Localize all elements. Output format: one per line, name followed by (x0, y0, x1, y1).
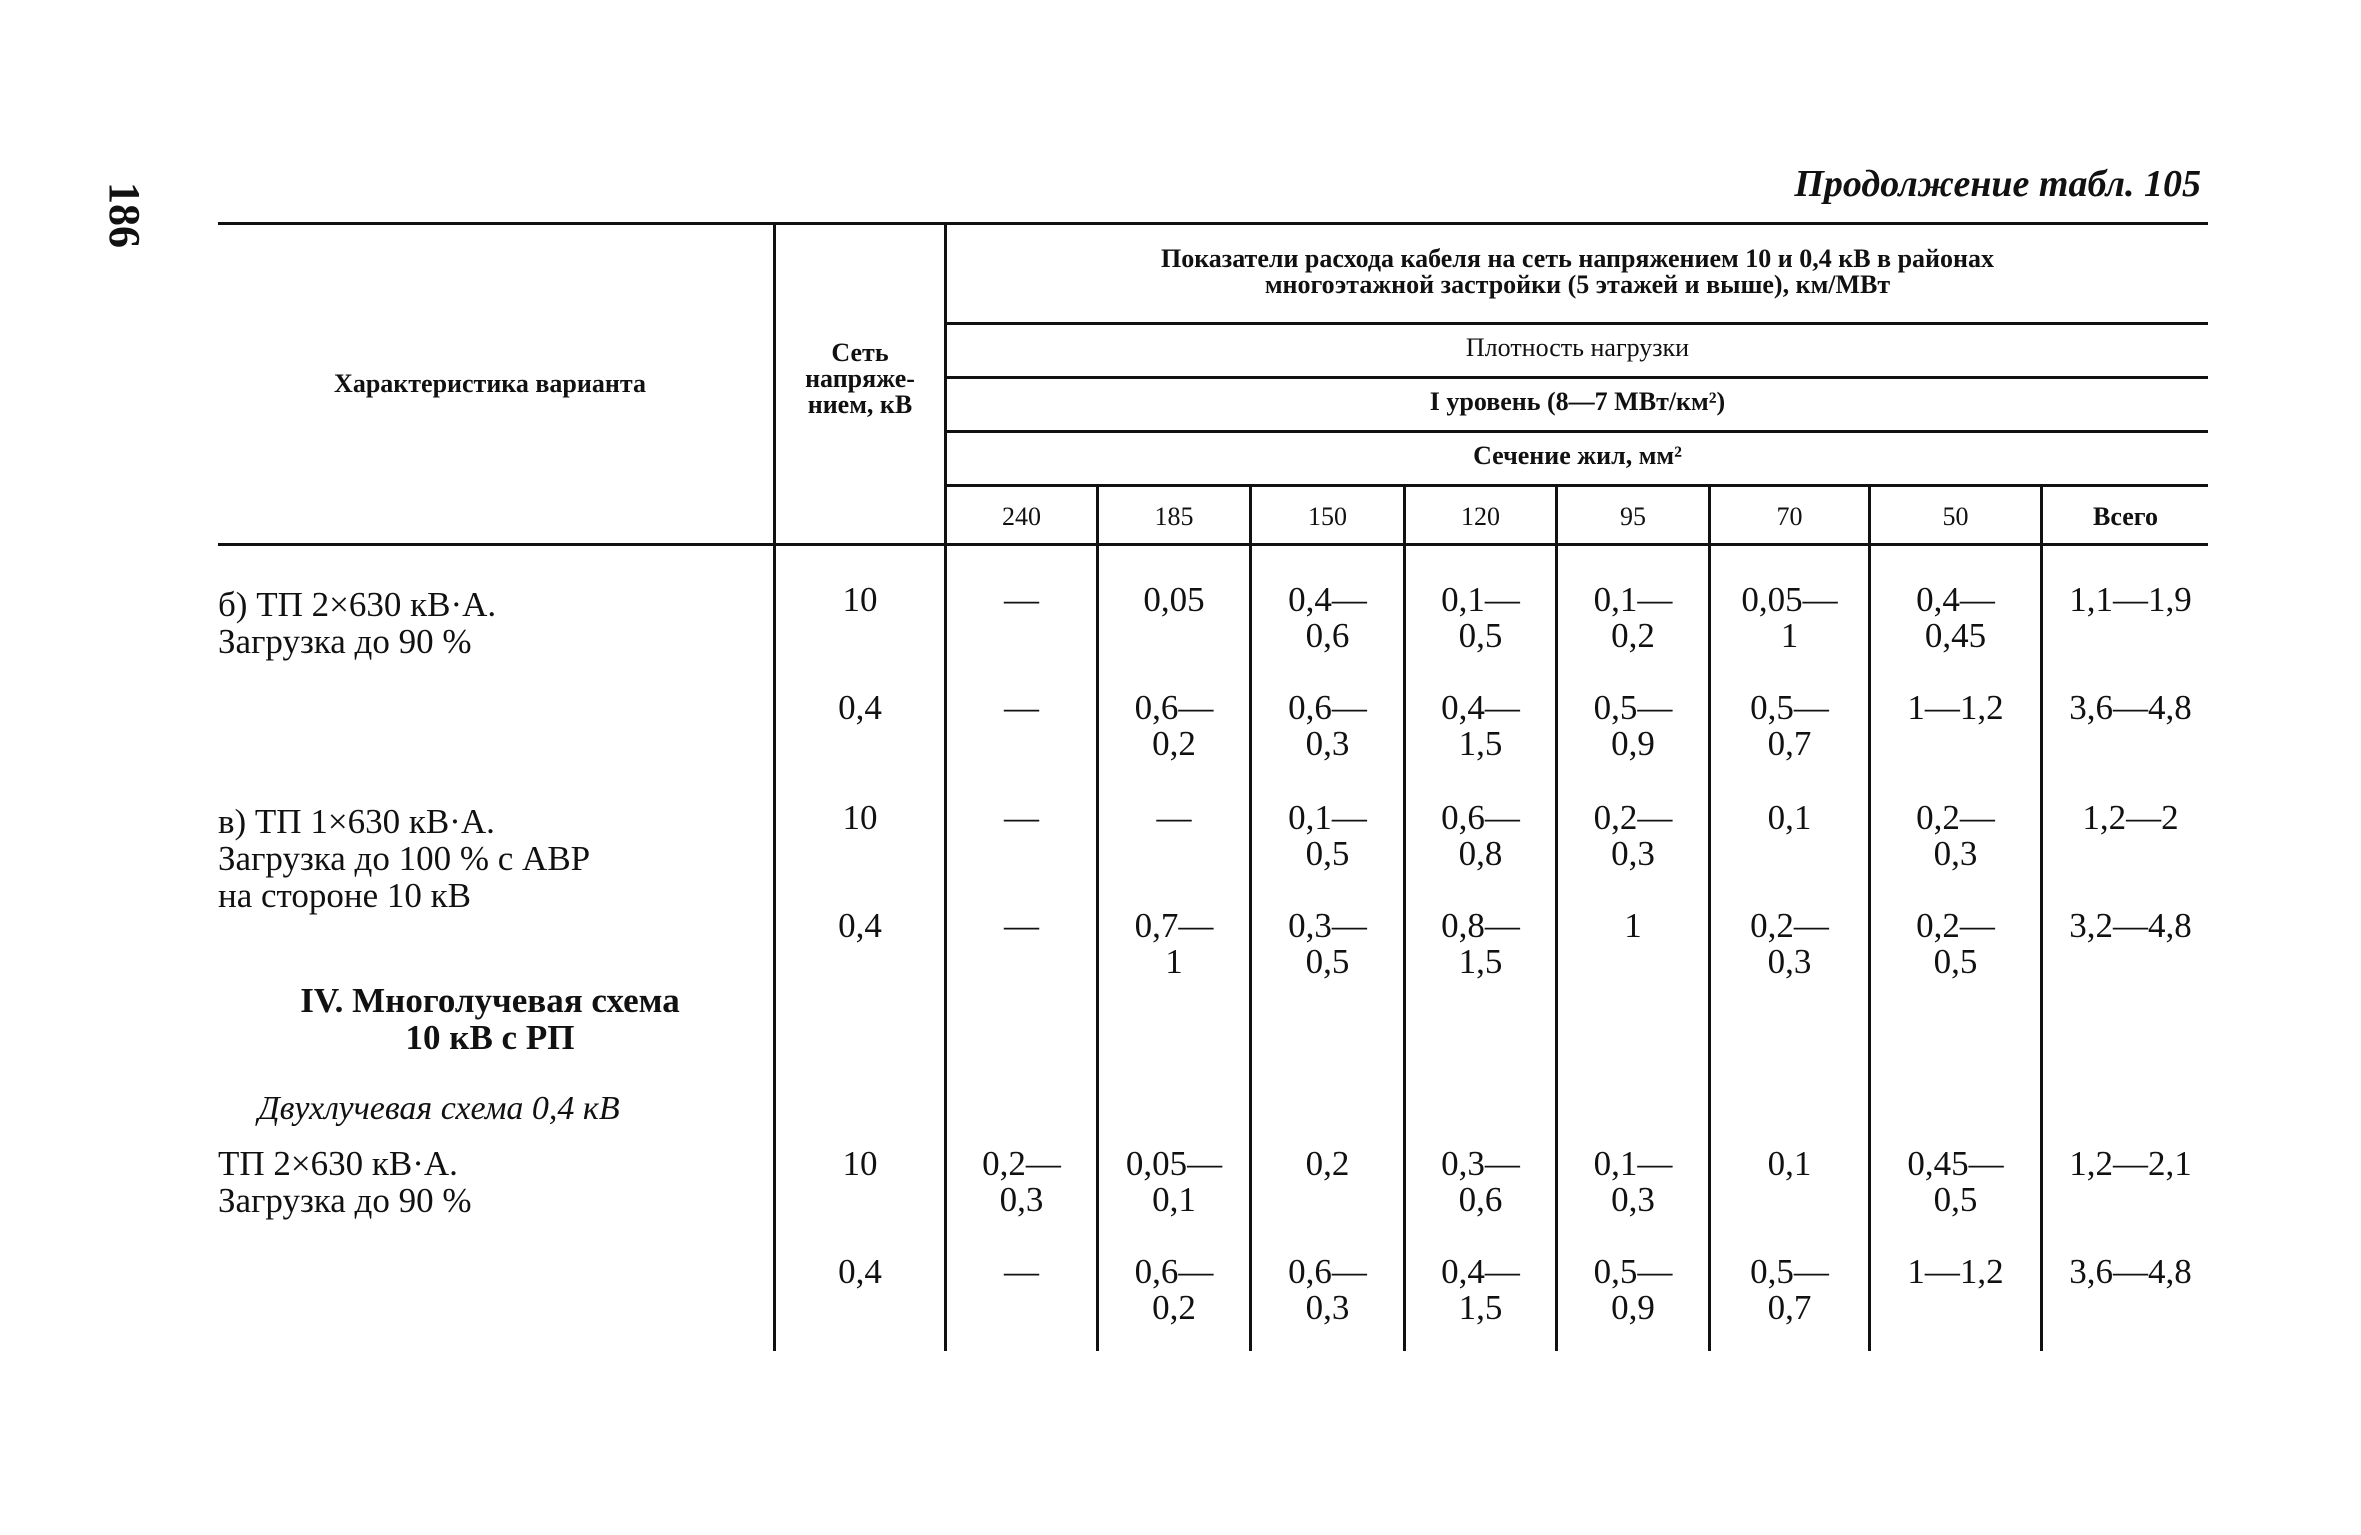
cell-line: 3,6—4,8 (2069, 688, 2192, 727)
cell-line: 0,2— (1593, 798, 1673, 837)
table-cell-150 (1252, 1254, 1403, 1326)
header-variant: Характеристика варианта (334, 369, 646, 398)
table-cell-95 (1558, 690, 1708, 762)
header-net-line-2: напряже- (805, 364, 915, 393)
header-indicators (950, 246, 2205, 298)
cell-line: 0,5 (1305, 834, 1350, 873)
cell-line: 1—1,2 (1907, 1252, 2004, 1291)
cell-line: 0,3 (1611, 834, 1655, 873)
cell-line: 0,7 (1767, 1288, 1812, 1327)
table-cell-240 (947, 1254, 1096, 1290)
cell-line: 0,3 (1933, 834, 1978, 873)
cell-line: 0,2— (1916, 906, 1995, 945)
subheader-rule-4 (947, 484, 2208, 487)
cell-line: 0,1 (1152, 1180, 1196, 1219)
cell-line: 0,45 (1924, 616, 1987, 655)
table-cell-50 (1871, 690, 2040, 726)
header-level: I уровень (8—7 МВт/км²) (1429, 387, 1726, 416)
cell-line: 0,5 (1458, 616, 1503, 655)
variant-iv-line-1: ТП 2×630 кВ·А. (218, 1144, 458, 1183)
cell-line: 0,05— (1741, 580, 1838, 619)
col-header-70: 70 (1776, 502, 1803, 531)
cell-line: 0,6— (1134, 1252, 1214, 1291)
table-cell-Всего (2043, 1146, 2218, 1182)
cell-line: 0,2 (1152, 724, 1196, 763)
header-section: Сечение жил, мм² (1473, 441, 1682, 470)
cell-line: 0,5 (1933, 1180, 1978, 1219)
subheader-rule-3 (947, 430, 2208, 433)
table-cell-185 (1099, 908, 1249, 980)
cell-line: 0,1— (1441, 580, 1520, 619)
header-net-line-1: Сеть (831, 338, 889, 367)
net-voltage-cell: 0,4 (838, 1252, 882, 1291)
table-cell-95 (1558, 908, 1708, 944)
cell-line: 0,1— (1288, 798, 1367, 837)
net-voltage-cell: 10 (842, 580, 878, 619)
cell-line: 1,5 (1458, 724, 1503, 763)
cell-line: — (1004, 688, 1039, 727)
table-cell-150 (1252, 582, 1403, 654)
subheader-rule-2 (947, 376, 2208, 379)
net-voltage-cell: 0,4 (838, 906, 882, 945)
cell-line: 0,6— (1288, 1252, 1367, 1291)
section-iv-title (230, 982, 750, 1056)
table-cell-185 (1099, 1254, 1249, 1326)
cell-line: 1 (1624, 906, 1642, 945)
cell-line: 0,4— (1441, 688, 1520, 727)
cell-line: 0,4— (1288, 580, 1367, 619)
cell-line: 0,6— (1134, 688, 1214, 727)
cell-line: 0,3 (1767, 942, 1812, 981)
cell-line: 0,5 (1933, 942, 1978, 981)
table-cell-50 (1871, 582, 2040, 654)
table-cell-240 (947, 582, 1096, 618)
cell-line: 0,3 (1305, 724, 1350, 763)
cell-line: 0,2 (1305, 1144, 1350, 1183)
cell-line: 0,5— (1750, 1252, 1829, 1291)
section-iv-line-1: IV. Многолучевая схема (300, 981, 680, 1020)
cell-line: 0,2— (1916, 798, 1995, 837)
table-cell-Всего (2043, 690, 2218, 726)
cell-line: 3,2—4,8 (2069, 906, 2192, 945)
variant-v-line-2: Загрузка до 100 % с АВР (218, 839, 591, 878)
cell-line: — (1156, 798, 1192, 837)
table-cell-185 (1099, 1146, 1249, 1218)
cell-line: 0,2 (1611, 616, 1655, 655)
variant-iv-line-2: Загрузка до 90 % (218, 1181, 472, 1220)
cell-line: 1,5 (1458, 942, 1503, 981)
header-bottom-rule (218, 543, 2208, 546)
table-cell-150 (1252, 908, 1403, 980)
header-indicators-line-1: Показатели расхода кабеля на сеть напряжением 10 и 0,4 кВ в районах (1160, 244, 1995, 273)
col-header-total: Всего (2093, 502, 2158, 531)
table-cell-95 (1558, 582, 1708, 654)
table-cell-185 (1099, 582, 1249, 618)
header-density: Плотность нагрузки (1465, 333, 1690, 362)
table-cell-70 (1711, 582, 1868, 654)
table-cell-185 (1099, 800, 1249, 836)
table-caption: Продолжение табл. 105 (1794, 163, 2201, 205)
table-cell-120 (1406, 690, 1555, 762)
cell-line: 0,5 (1305, 942, 1350, 981)
col-header-150: 150 (1308, 502, 1347, 531)
table-cell-240 (947, 690, 1096, 726)
cell-line: 0,3 (1611, 1180, 1655, 1219)
section-iv-line-2: 10 кВ с РП (405, 1018, 575, 1057)
table-cell-70 (1711, 690, 1868, 762)
table-cell-150 (1252, 800, 1403, 872)
cell-line: — (1004, 580, 1039, 619)
cell-line: 0,3 (999, 1180, 1044, 1219)
cell-line: 0,1— (1593, 580, 1673, 619)
net-voltage-cell: 10 (842, 798, 878, 837)
variant-b (218, 586, 496, 660)
cell-line: — (1004, 1252, 1039, 1291)
table-cell-70 (1711, 1254, 1868, 1326)
cell-line: 0,1— (1593, 1144, 1673, 1183)
cell-line: 3,6—4,8 (2069, 1252, 2192, 1291)
table-cell-50 (1871, 1254, 2040, 1290)
cell-line: 0,2 (1152, 1288, 1196, 1327)
table-cell-Всего (2043, 908, 2218, 944)
net-voltage-cell: 10 (842, 1144, 878, 1183)
col-header-240: 240 (1002, 502, 1041, 531)
cell-line: 1,2—2 (2082, 798, 2179, 837)
cell-line: 1—1,2 (1907, 688, 2004, 727)
cell-line: 0,7— (1134, 906, 1214, 945)
cell-line: 0,5— (1750, 688, 1829, 727)
table-cell-95 (1558, 1146, 1708, 1218)
table-cell-120 (1406, 908, 1555, 980)
cell-line: 0,5— (1593, 688, 1673, 727)
table-cell-95 (1558, 1254, 1708, 1326)
table-cell-70 (1711, 800, 1868, 836)
cell-line: — (1004, 906, 1039, 945)
table-cell-Всего (2043, 1254, 2218, 1290)
cell-line: 0,05 (1143, 580, 1205, 619)
table-cell-Всего (2043, 582, 2218, 618)
cell-line: 0,9 (1611, 1288, 1655, 1327)
cell-line: 0,3 (1305, 1288, 1350, 1327)
variant-b-line-2: Загрузка до 90 % (218, 622, 472, 661)
cell-line: 1,5 (1458, 1288, 1503, 1327)
cell-line: 0,6— (1288, 688, 1367, 727)
cell-line: 0,1 (1767, 798, 1812, 837)
cell-line: 0,9 (1611, 724, 1655, 763)
cell-line: 0,8 (1458, 834, 1503, 873)
header-net (776, 340, 944, 418)
subheader-rule-1 (947, 322, 2208, 325)
cell-line: 1,2—2,1 (2069, 1144, 2192, 1183)
table-cell-150 (1252, 1146, 1403, 1182)
variant-iv (218, 1145, 472, 1219)
variant-v-line-1: в) ТП 1×630 кВ·А. (218, 802, 495, 841)
cell-line: 0,6 (1305, 616, 1350, 655)
table-cell-120 (1406, 582, 1555, 654)
cell-line: 1 (1780, 616, 1799, 655)
cell-line: 0,6 (1458, 1180, 1503, 1219)
table-cell-50 (1871, 908, 2040, 980)
variant-v (218, 803, 590, 914)
table-cell-120 (1406, 800, 1555, 872)
cell-line: 0,4— (1441, 1252, 1520, 1291)
col-header-95: 95 (1620, 502, 1646, 531)
table-cell-150 (1252, 690, 1403, 762)
header-net-line-3: нием, кВ (807, 390, 913, 419)
cell-line: 0,2— (982, 1144, 1061, 1183)
cell-line: 0,45— (1907, 1144, 2004, 1183)
subsection-title: Двухлучевая схема 0,4 кВ (258, 1090, 620, 1127)
top-rule (218, 222, 2208, 225)
table-cell-70 (1711, 908, 1868, 980)
col-header-120: 120 (1461, 502, 1500, 531)
table-cell-120 (1406, 1254, 1555, 1326)
cell-line: 0,4— (1916, 580, 1995, 619)
cell-line: 1 (1165, 942, 1183, 981)
table-cell-240 (947, 1146, 1096, 1218)
table-cell-70 (1711, 1146, 1868, 1182)
cell-line: 0,8— (1441, 906, 1520, 945)
header-indicators-line-2: многоэтажной застройки (5 этажей и выше), км/МВт (1264, 270, 1891, 299)
table-cell-240 (947, 800, 1096, 836)
table-cell-95 (1558, 800, 1708, 872)
cell-line: 0,3— (1441, 1144, 1520, 1183)
table-cell-185 (1099, 690, 1249, 762)
cell-line: 0,3— (1288, 906, 1367, 945)
cell-line: 0,6— (1441, 798, 1520, 837)
cell-line: 0,2— (1750, 906, 1829, 945)
page-number: 186 (100, 182, 149, 248)
table-cell-50 (1871, 1146, 2040, 1218)
col-header-185: 185 (1154, 502, 1194, 531)
cell-line: 0,7 (1767, 724, 1812, 763)
variant-b-line-1: б) ТП 2×630 кВ·А. (218, 585, 497, 624)
cell-line: 0,05— (1125, 1144, 1223, 1183)
cell-line: 0,5— (1593, 1252, 1673, 1291)
cell-line: 0,1 (1767, 1144, 1812, 1183)
table-cell-Всего (2043, 800, 2218, 836)
cell-line: — (1004, 798, 1039, 837)
table-cell-50 (1871, 800, 2040, 872)
net-voltage-cell: 0,4 (838, 688, 882, 727)
variant-v-line-3: на стороне 10 кВ (218, 876, 471, 915)
table-cell-120 (1406, 1146, 1555, 1218)
cell-line: 1,1—1,9 (2069, 580, 2192, 619)
col-header-50: 50 (1942, 502, 1969, 531)
table-cell-240 (947, 908, 1096, 944)
